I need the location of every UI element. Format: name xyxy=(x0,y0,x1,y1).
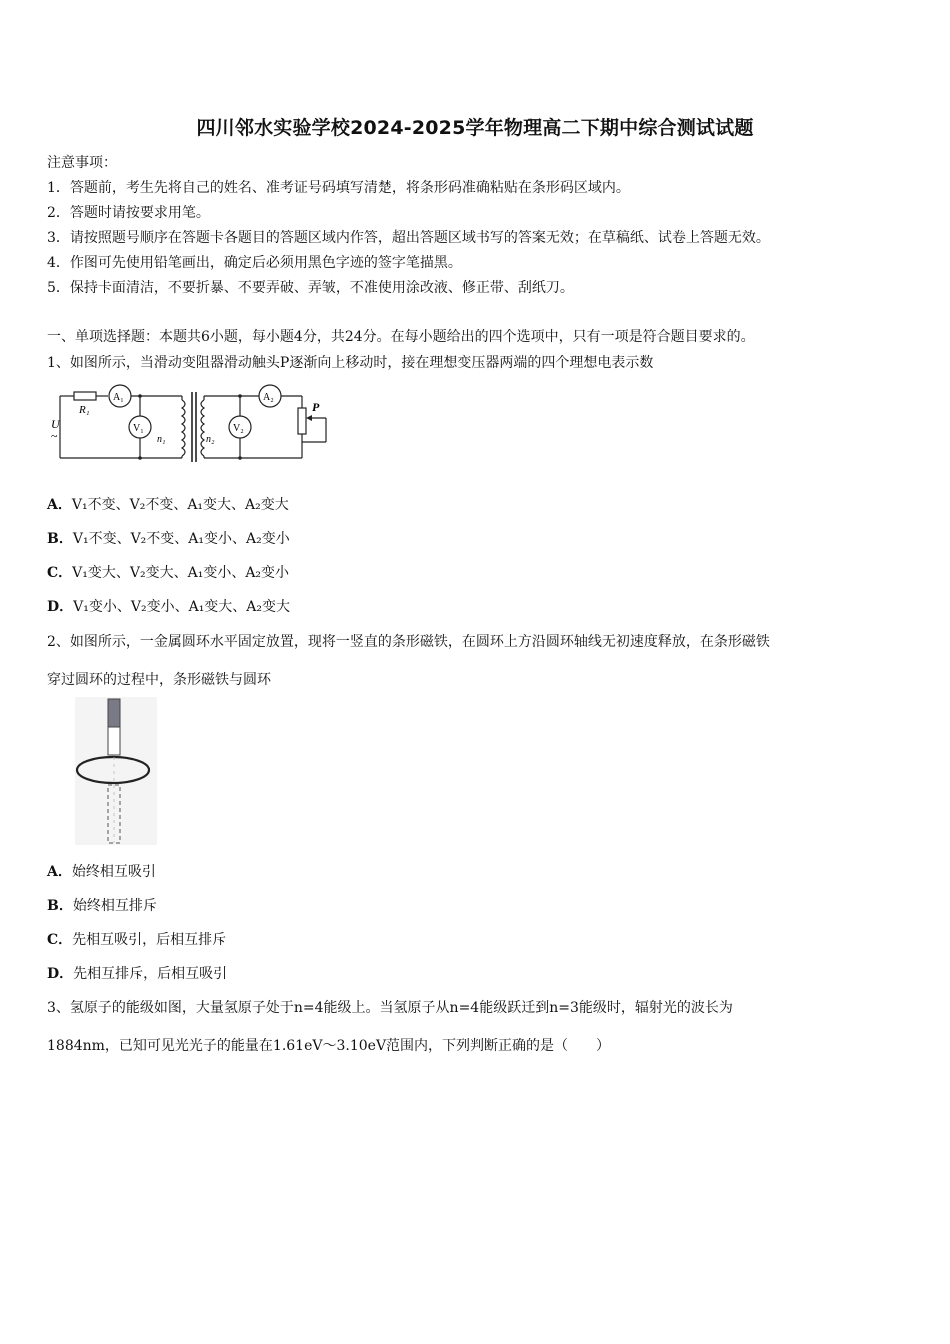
question-1-stem: 1、如图所示，当滑动变阻器滑动触头P逐渐向上移动时，接在理想变压器两端的四个理想电表示数 xyxy=(47,355,654,371)
question-2-stem: 2、如图所示，一金属圆环水平固定放置，现将一竖直的条形磁铁，在圆环上方沿圆环轴线无初速度释放，在条形磁铁 xyxy=(47,634,770,650)
r1-label: R₁ xyxy=(79,404,90,416)
a1-label: A₁ xyxy=(113,392,124,403)
q1-option-b[interactable]: B．V₁不变、V₂不变、A₁变小、A₂变小 xyxy=(47,531,290,547)
q1-option-d[interactable]: D．V₁变小、V₂变小、A₁变大、A₂变大 xyxy=(47,599,291,615)
magnet-ring-diagram xyxy=(75,697,157,845)
q1-option-a[interactable]: A．V₁不变、V₂不变、A₁变大、A₂变大 xyxy=(47,497,289,513)
question-3-stem-cont: 1884nm，已知可见光光子的能量在1.61eV～3.10eV范围内，下列判断正确的是（ ） xyxy=(47,1038,611,1054)
q2-option-d[interactable]: D．先相互排斥，后相互吸引 xyxy=(47,966,228,982)
section-heading: 一、单项选择题：本题共6小题，每小题4分，共24分。在每小题给出的四个选项中，只有一项是符合题目要求的。 xyxy=(47,329,755,345)
u-label: U xyxy=(51,417,60,431)
notice-item: 4．作图可先使用铅笔画出，确定后必须用黑色字迹的签字笔描黑。 xyxy=(47,255,462,271)
ac-symbol: ~ xyxy=(51,429,58,443)
notice-item: 2．答题时请按要求用笔。 xyxy=(47,205,210,221)
transformer-circuit-diagram xyxy=(44,380,336,470)
question-3-stem: 3、氢原子的能级如图，大量氢原子处于n=4能级上。当氢原子从n=4能级跃迁到n=3能级时，辐射光的波长为 xyxy=(47,1000,733,1016)
n2-label: n₂ xyxy=(206,434,215,445)
q2-option-b[interactable]: B．始终相互排斥 xyxy=(47,898,157,914)
notice-item: 3．请按照题号顺序在答题卡各题目的答题区域内作答，超出答题区域书写的答案无效；在草稿纸、试卷上答题无效。 xyxy=(47,230,770,246)
q1-option-c[interactable]: C．V₁变大、V₂变大、A₁变小、A₂变小 xyxy=(47,565,290,581)
notice-item: 5．保持卡面清洁，不要折暴、不要弄破、弄皱，不准使用涂改液、修正带、刮纸刀。 xyxy=(47,280,574,296)
notice-heading: 注意事项： xyxy=(47,155,117,171)
v1-label: V₁ xyxy=(133,423,144,434)
question-2-stem-cont: 穿过圆环的过程中，条形磁铁与圆环 xyxy=(47,672,271,688)
a2-label: A₂ xyxy=(263,392,274,403)
q2-option-a[interactable]: A．始终相互吸引 xyxy=(47,864,156,880)
q2-option-c[interactable]: C．先相互吸引，后相互排斥 xyxy=(47,932,227,948)
n1-label: n₁ xyxy=(157,434,166,445)
page-title: 四川邻水实验学校2024-2025学年物理高二下期中综合测试试题 xyxy=(196,117,754,139)
v2-label: V₂ xyxy=(233,423,244,434)
p-label: P xyxy=(312,400,320,414)
notice-item: 1．答题前，考生先将自己的姓名、准考证号码填写清楚，将条形码准确粘贴在条形码区域内。 xyxy=(47,180,630,196)
